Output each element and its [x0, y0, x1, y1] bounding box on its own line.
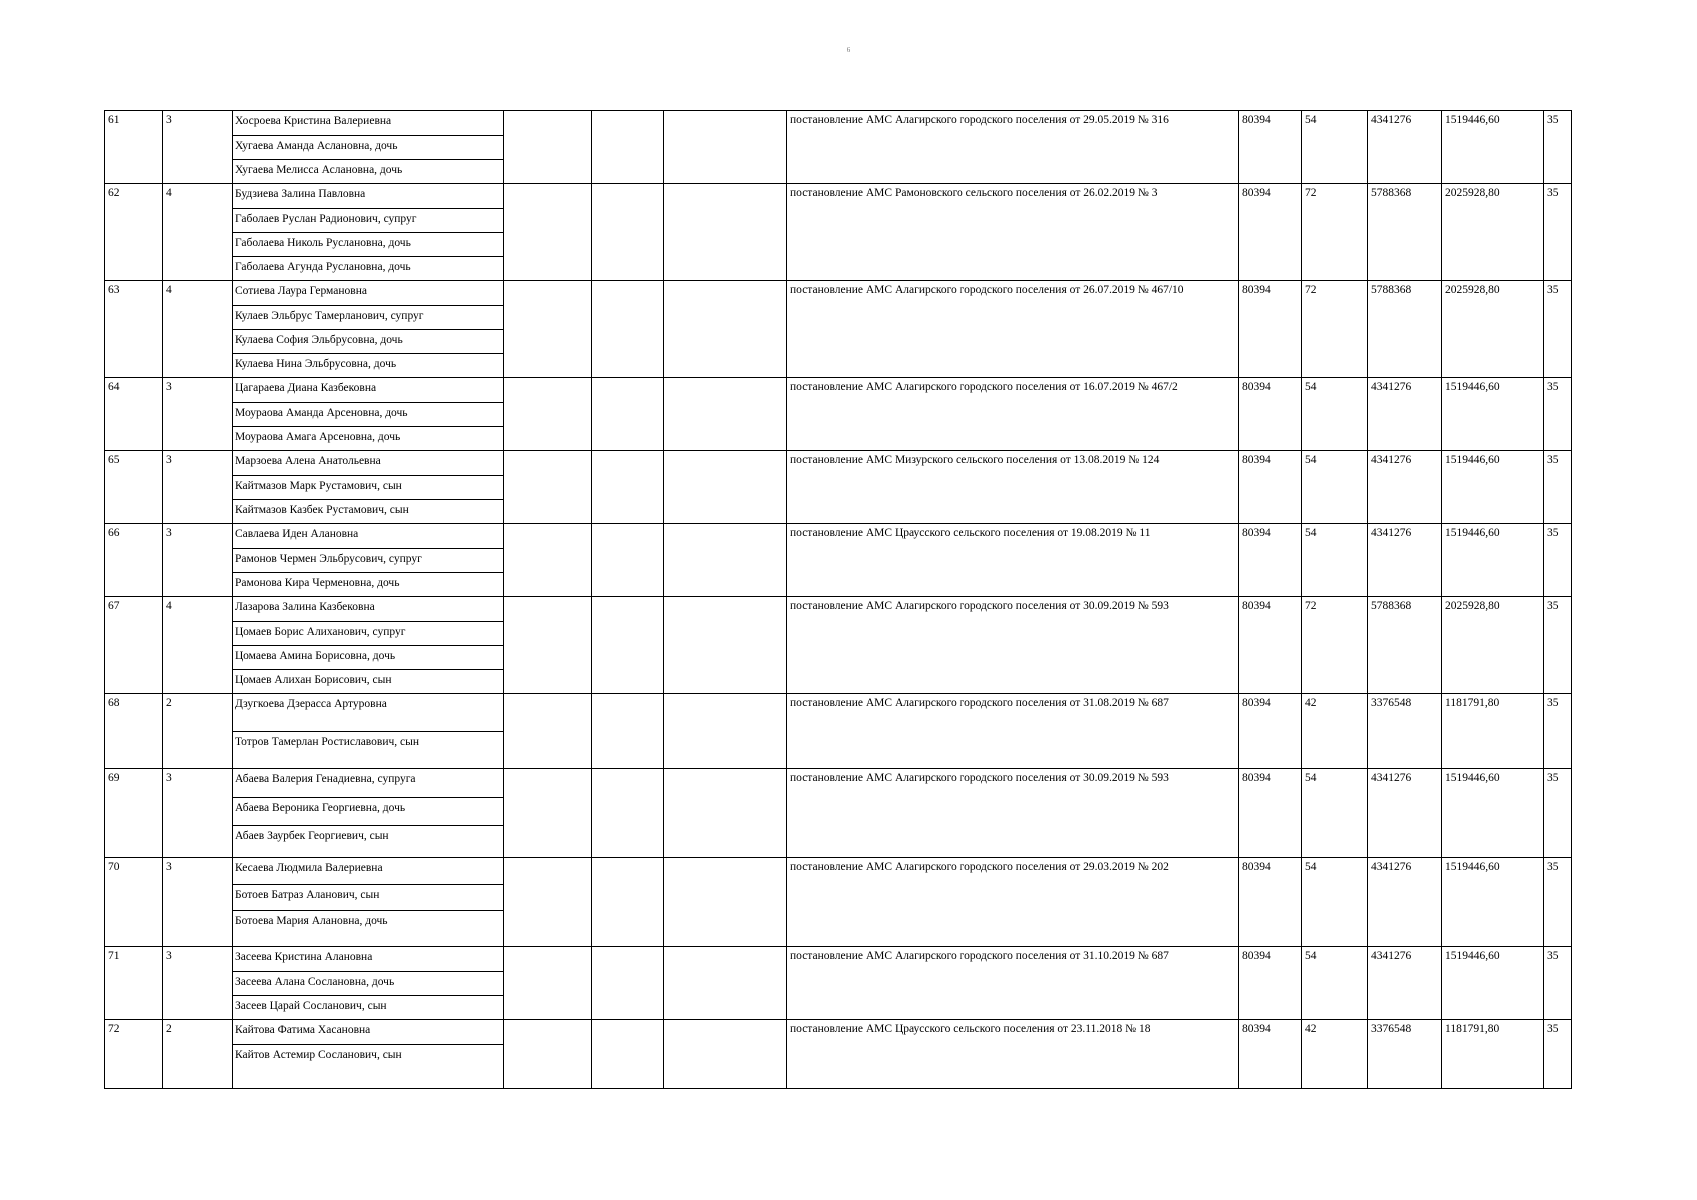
table-row	[105, 694, 1572, 769]
family-member: Засеева Алана Сослановна, дочь	[233, 971, 503, 995]
cell-empty	[592, 281, 664, 378]
cell-family-size: 2	[163, 1020, 233, 1089]
cell-payment: 1181791,80	[1442, 694, 1544, 769]
cell-percent: 35	[1544, 451, 1572, 524]
table-row	[105, 111, 1572, 184]
family-member: Габолаева Николь Руслановна, дочь	[233, 232, 503, 256]
cell-empty	[592, 378, 664, 451]
cell-empty	[504, 451, 592, 524]
cell-document: постановление АМС Алагирского городского поселения от 30.09.2019 № 593	[787, 769, 1239, 858]
cell-norm: 80394	[1239, 524, 1302, 597]
registry-body	[105, 111, 1572, 1089]
cell-number: 64	[105, 378, 163, 451]
cell-percent: 35	[1544, 597, 1572, 694]
family-member: Тотров Тамерлан Ростиславович, сын	[233, 731, 503, 768]
cell-family-size: 4	[163, 184, 233, 281]
cell-document: постановление АМС Цраусского сельского поселения от 23.11.2018 № 18	[787, 1020, 1239, 1089]
cell-empty	[664, 524, 787, 597]
cell-percent: 35	[1544, 694, 1572, 769]
cell-empty	[504, 694, 592, 769]
cell-number: 66	[105, 524, 163, 597]
cell-norm: 80394	[1239, 451, 1302, 524]
cell-amount: 4341276	[1368, 111, 1442, 184]
cell-family-size: 3	[163, 858, 233, 947]
cell-family-size: 2	[163, 694, 233, 769]
cell-family-members	[233, 281, 504, 378]
cell-amount: 4341276	[1368, 378, 1442, 451]
table-row	[105, 597, 1572, 694]
cell-area: 42	[1302, 1020, 1368, 1089]
cell-amount: 5788368	[1368, 281, 1442, 378]
cell-area: 54	[1302, 524, 1368, 597]
cell-area: 72	[1302, 281, 1368, 378]
cell-family-size: 4	[163, 281, 233, 378]
cell-number: 62	[105, 184, 163, 281]
cell-empty	[592, 858, 664, 947]
cell-family-size: 3	[163, 111, 233, 184]
cell-payment: 1519446,60	[1442, 524, 1544, 597]
cell-empty	[504, 184, 592, 281]
cell-empty	[592, 451, 664, 524]
cell-family-members	[233, 184, 504, 281]
cell-document: постановление АМС Алагирского городского поселения от 26.07.2019 № 467/10	[787, 281, 1239, 378]
cell-amount: 4341276	[1368, 524, 1442, 597]
family-member: Абаев Заурбек Георгиевич, сын	[233, 825, 503, 857]
cell-family-members	[233, 947, 504, 1020]
cell-amount: 4341276	[1368, 769, 1442, 858]
cell-empty	[504, 281, 592, 378]
cell-document: постановление АМС Алагирского городского поселения от 31.08.2019 № 687	[787, 694, 1239, 769]
cell-payment: 1181791,80	[1442, 1020, 1544, 1089]
family-member: Абаева Вероника Георгиевна, дочь	[233, 797, 503, 825]
cell-number: 63	[105, 281, 163, 378]
cell-norm: 80394	[1239, 769, 1302, 858]
cell-norm: 80394	[1239, 184, 1302, 281]
family-member: Кайтмазов Казбек Рустамович, сын	[233, 499, 503, 523]
family-member: Габолаев Руслан Радионович, супруг	[233, 208, 503, 232]
cell-norm: 80394	[1239, 694, 1302, 769]
cell-family-size: 3	[163, 451, 233, 524]
cell-percent: 35	[1544, 281, 1572, 378]
family-member: Савлаева Иден Алановна	[235, 528, 359, 540]
family-member: Кайтова Фатима Хасановна	[235, 1024, 371, 1036]
cell-payment: 2025928,80	[1442, 184, 1544, 281]
table-row	[105, 451, 1572, 524]
cell-empty	[664, 451, 787, 524]
cell-document: постановление АМС Алагирского городского поселения от 29.03.2019 № 202	[787, 858, 1239, 947]
cell-payment: 1519446,60	[1442, 769, 1544, 858]
cell-family-members	[233, 694, 504, 769]
cell-empty	[504, 769, 592, 858]
cell-number: 61	[105, 111, 163, 184]
family-member: Лазарова Залина Казбековна	[235, 601, 375, 613]
cell-empty	[592, 769, 664, 858]
cell-empty	[592, 111, 664, 184]
cell-payment: 1519446,60	[1442, 378, 1544, 451]
family-member: Марзоева Алена Анатольевна	[235, 455, 381, 467]
cell-amount: 5788368	[1368, 184, 1442, 281]
cell-payment: 1519446,60	[1442, 947, 1544, 1020]
cell-payment: 2025928,80	[1442, 597, 1544, 694]
cell-percent: 35	[1544, 947, 1572, 1020]
cell-family-members	[233, 597, 504, 694]
table-row	[105, 378, 1572, 451]
cell-payment: 1519446,60	[1442, 451, 1544, 524]
cell-amount: 4341276	[1368, 947, 1442, 1020]
cell-area: 72	[1302, 184, 1368, 281]
cell-area: 54	[1302, 947, 1368, 1020]
cell-norm: 80394	[1239, 597, 1302, 694]
cell-family-members	[233, 111, 504, 184]
family-member: Цомаев Борис Алиханович, супруг	[233, 621, 503, 645]
family-member: Рамонова Кира Черменовна, дочь	[233, 572, 503, 596]
family-member: Цагараева Диана Казбековна	[235, 382, 377, 394]
cell-family-size: 3	[163, 524, 233, 597]
cell-empty	[592, 1020, 664, 1089]
cell-norm: 80394	[1239, 947, 1302, 1020]
cell-amount: 5788368	[1368, 597, 1442, 694]
family-member: Цомаева Амина Борисовна, дочь	[233, 645, 503, 669]
family-member: Засеева Кристина Алановна	[235, 951, 373, 963]
family-member: Кайтов Астемир Сосланович, сын	[233, 1044, 503, 1088]
family-member: Ботоев Батраз Аланович, сын	[233, 884, 503, 910]
cell-payment: 1519446,60	[1442, 858, 1544, 947]
cell-percent: 35	[1544, 858, 1572, 947]
cell-amount: 3376548	[1368, 694, 1442, 769]
cell-area: 42	[1302, 694, 1368, 769]
cell-document: постановление АМС Цраусского сельского поселения от 19.08.2019 № 11	[787, 524, 1239, 597]
registry-table	[104, 110, 1572, 1089]
cell-family-size: 3	[163, 947, 233, 1020]
family-member: Хугаева Аманда Аслановна, дочь	[233, 135, 503, 159]
cell-percent: 35	[1544, 524, 1572, 597]
cell-empty	[592, 947, 664, 1020]
family-member: Дзугкоева Дзерасса Артуровна	[235, 698, 387, 710]
cell-area: 54	[1302, 858, 1368, 947]
cell-empty	[664, 858, 787, 947]
cell-payment: 1519446,60	[1442, 111, 1544, 184]
cell-empty	[504, 524, 592, 597]
cell-amount: 4341276	[1368, 858, 1442, 947]
cell-document: постановление АМС Алагирского городского поселения от 31.10.2019 № 687	[787, 947, 1239, 1020]
cell-area: 54	[1302, 111, 1368, 184]
cell-norm: 80394	[1239, 378, 1302, 451]
table-row	[105, 281, 1572, 378]
family-member: Габолаева Агунда Руслановна, дочь	[233, 256, 503, 280]
cell-empty	[592, 184, 664, 281]
cell-norm: 80394	[1239, 1020, 1302, 1089]
cell-empty	[664, 597, 787, 694]
family-member: Кулаева София Эльбрусовна, дочь	[233, 329, 503, 353]
table-row	[105, 769, 1572, 858]
cell-document: постановление АМС Алагирского городского поселения от 30.09.2019 № 593	[787, 597, 1239, 694]
family-member: Моураова Амага Арсеновна, дочь	[233, 426, 503, 450]
cell-norm: 80394	[1239, 281, 1302, 378]
cell-area: 72	[1302, 597, 1368, 694]
family-member: Кулаев Эльбрус Тамерланович, супруг	[233, 305, 503, 329]
cell-family-members	[233, 451, 504, 524]
cell-family-size: 3	[163, 378, 233, 451]
cell-empty	[664, 184, 787, 281]
cell-empty	[664, 694, 787, 769]
table-row	[105, 1020, 1572, 1089]
cell-family-size: 3	[163, 769, 233, 858]
family-member: Хугаева Мелисса Аслановна, дочь	[233, 159, 503, 183]
cell-family-members	[233, 378, 504, 451]
family-member: Кайтмазов Марк Рустамович, сын	[233, 475, 503, 499]
cell-payment: 2025928,80	[1442, 281, 1544, 378]
family-member: Сотиева Лаура Германовна	[235, 285, 367, 297]
cell-percent: 35	[1544, 769, 1572, 858]
family-member: Кулаева Нина Эльбрусовна, дочь	[233, 353, 503, 377]
cell-document: постановление АМС Алагирского городского поселения от 29.05.2019 № 316	[787, 111, 1239, 184]
cell-number: 70	[105, 858, 163, 947]
cell-number: 69	[105, 769, 163, 858]
family-member: Хосроева Кристина Валериевна	[235, 115, 392, 127]
cell-percent: 35	[1544, 1020, 1572, 1089]
cell-empty	[664, 281, 787, 378]
cell-empty	[592, 694, 664, 769]
cell-empty	[504, 1020, 592, 1089]
cell-empty	[664, 1020, 787, 1089]
cell-document: постановление АМС Алагирского городского поселения от 16.07.2019 № 467/2	[787, 378, 1239, 451]
cell-number: 71	[105, 947, 163, 1020]
cell-norm: 80394	[1239, 858, 1302, 947]
family-member: Рамонов Чермен Эльбрусович, супруг	[233, 548, 503, 572]
cell-empty	[592, 524, 664, 597]
cell-norm: 80394	[1239, 111, 1302, 184]
family-member: Цомаев Алихан Борисович, сын	[233, 669, 503, 693]
cell-amount: 3376548	[1368, 1020, 1442, 1089]
cell-area: 54	[1302, 378, 1368, 451]
cell-amount: 4341276	[1368, 451, 1442, 524]
page-number: 6	[846, 46, 851, 54]
cell-family-size: 4	[163, 597, 233, 694]
cell-number: 68	[105, 694, 163, 769]
family-member: Будзиева Залина Павловна	[235, 188, 366, 200]
family-member: Засеев Царай Сосланович, сын	[233, 995, 503, 1019]
family-member: Кесаева Людмила Валериевна	[235, 862, 383, 874]
cell-number: 72	[105, 1020, 163, 1089]
cell-family-members	[233, 769, 504, 858]
cell-empty	[504, 378, 592, 451]
cell-empty	[504, 947, 592, 1020]
table-row	[105, 858, 1572, 947]
cell-percent: 35	[1544, 111, 1572, 184]
cell-family-members	[233, 524, 504, 597]
cell-family-members	[233, 1020, 504, 1089]
table-row	[105, 524, 1572, 597]
cell-family-members	[233, 858, 504, 947]
cell-area: 54	[1302, 451, 1368, 524]
cell-empty	[592, 597, 664, 694]
cell-percent: 35	[1544, 184, 1572, 281]
family-member: Абаева Валерия Генадиевна, супруга	[235, 773, 416, 785]
cell-document: постановление АМС Рамоновского сельского поселения от 26.02.2019 № 3	[787, 184, 1239, 281]
family-member: Моураова Аманда Арсеновна, дочь	[233, 402, 503, 426]
cell-empty	[664, 378, 787, 451]
table-row	[105, 184, 1572, 281]
cell-empty	[504, 597, 592, 694]
cell-empty	[504, 858, 592, 947]
family-member: Ботоева Мария Алановна, дочь	[233, 910, 503, 946]
table-row	[105, 947, 1572, 1020]
cell-empty	[504, 111, 592, 184]
cell-document: постановление АМС Мизурского сельского поселения от 13.08.2019 № 124	[787, 451, 1239, 524]
cell-number: 65	[105, 451, 163, 524]
cell-percent: 35	[1544, 378, 1572, 451]
cell-number: 67	[105, 597, 163, 694]
cell-empty	[664, 947, 787, 1020]
cell-area: 54	[1302, 769, 1368, 858]
cell-empty	[664, 769, 787, 858]
cell-empty	[664, 111, 787, 184]
